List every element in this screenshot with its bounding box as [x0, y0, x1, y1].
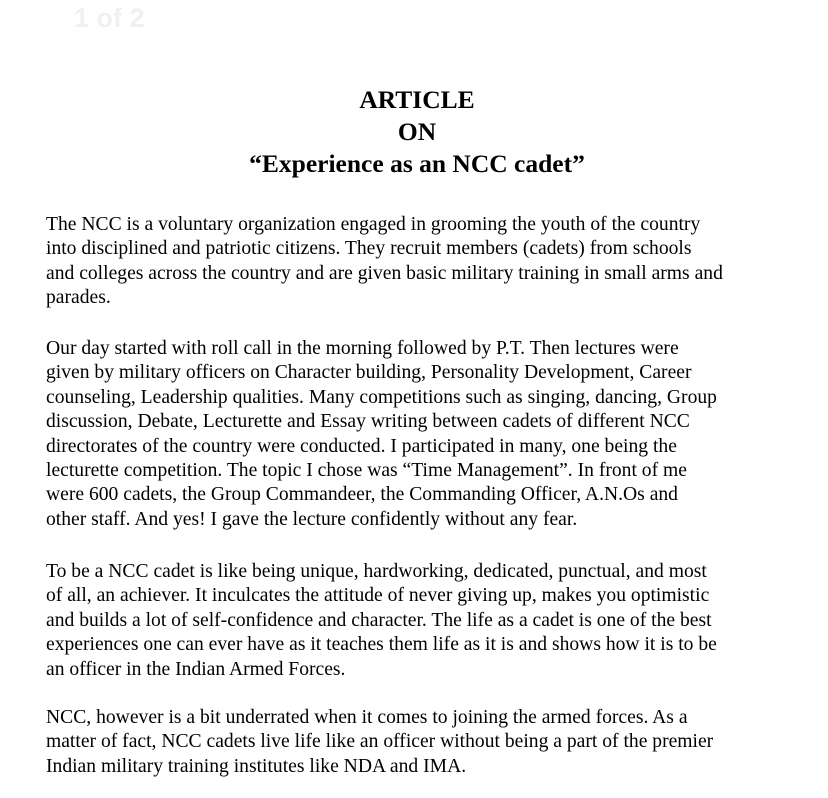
paragraph-daily-routine — [46, 337, 806, 532]
text-line: NCC, however is a bit underrated when it comes to joining the armed forces. As a — [46, 707, 688, 728]
text-line: The NCC is a voluntary organization engaged in grooming the youth of the country — [46, 214, 701, 235]
text-line: and builds a lot of self-confidence and character. The life as a cadet is one of the best — [46, 609, 712, 631]
text-line: parades. — [46, 287, 111, 309]
text-line: into disciplined and patriotic citizens. They recruit members (cadets) from schools — [46, 238, 692, 260]
text-line: of all, an achiever. It inculcates the attitude of never giving up, makes you optimistic — [46, 585, 710, 607]
text-line: an officer in the Indian Armed Forces. — [46, 658, 346, 680]
text-line: and colleges across the country and are given basic military training in small arms and — [46, 262, 723, 284]
text-line: counseling, Leadership qualities. Many competitions such as singing, dancing, Group — [46, 386, 717, 408]
text-line: were 600 cadets, the Group Commandeer, the Commanding Officer, A.N.Os and — [46, 484, 678, 506]
text-line: To be a NCC cadet is like being unique, hardworking, dedicated, punctual, and most — [46, 561, 707, 582]
text-line: matter of fact, NCC cadets live life like an officer without being a part of the premier — [46, 731, 714, 753]
paragraph-being-a-cadet — [46, 560, 806, 682]
text-line: experiences one can ever have as it teaches them life as it is and shows how it is to be — [46, 634, 717, 656]
title-line-topic: “Experience as an NCC cadet” — [249, 149, 585, 178]
text-line: Indian military training institutes like NDA and IMA. — [46, 755, 467, 777]
page-indicator: 1 of 2 — [74, 3, 145, 33]
title-line-article: ARTICLE — [359, 85, 475, 114]
paragraph-underrated — [46, 706, 806, 779]
text-line: Our day started with roll call in the morning followed by P.T. Then lectures were — [46, 338, 679, 359]
text-line: directorates of the country were conducted. I participated in many, one being the — [46, 435, 677, 457]
text-line: discussion, Debate, Lecturette and Essay writing between cadets of different NCC — [46, 411, 690, 433]
text-line: other staff. And yes! I gave the lecture confidently without any fear. — [46, 508, 578, 530]
article-title — [0, 84, 828, 180]
text-line: given by military officers on Character building, Personality Development, Career — [46, 362, 692, 384]
title-line-on: ON — [397, 117, 437, 146]
paragraph-ncc-intro — [46, 213, 806, 311]
text-line: lecturette competition. The topic I chose was “Time Management”. In front of me — [46, 460, 687, 482]
